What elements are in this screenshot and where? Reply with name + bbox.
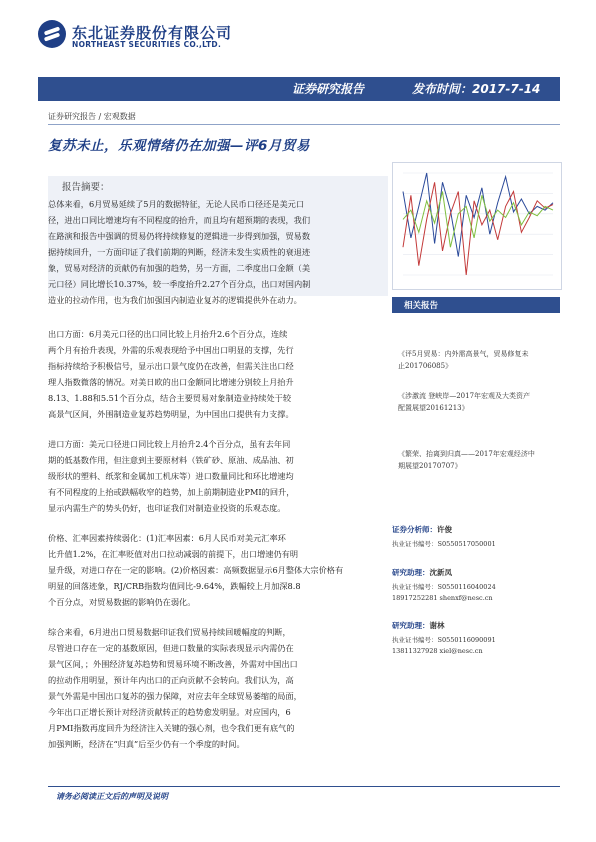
paragraph-line: 出口方面：6月美元口径的出口同比较上月抬升2.6个百分点，连续 [48,329,288,339]
summary-label: 报告摘要： [62,182,110,193]
paragraph-line: 两个月有抬升表现，外需的乐观表现给予中国出口明显的支撑，先行 [48,345,294,355]
paragraph-line: 明显的回落迹象，RJ/CRB指数均值同比-9.64%，跌幅较上月加深8.8 [48,581,301,591]
footer-disclaimer[interactable]: 请务必阅读正文后的声明及说明 [56,792,168,801]
related-reports-label: 相关报告 [404,301,439,311]
analyst-entry [392,560,560,602]
paragraph-line: 显示内需生产的势头仍好，也印证我们对制造业投资的乐观态度。 [48,503,286,513]
body-paragraph [48,624,388,752]
paragraph-line: 理人指数微落的情况。对美日欧的出口金额同比增速分别较上月抬升 [48,377,294,387]
related-report-line: 《涉激流 登峡岸—2017年宏观及大类资产 [398,392,531,400]
paragraph-line: 价格、汇率因素持续弱化：(1)汇率因素：6月人民币对美元汇率环 [48,533,286,543]
related-report-item[interactable] [398,448,548,472]
paragraph-line: 象，贸易对经济的贡献仍有加强的趋势，另一方面，二季度出口金额（美 [48,263,311,273]
analyst-name: 沈新凤 [429,568,452,577]
paragraph-line: 造业的拉动作用，也为我们加强国内制造业复苏的逻辑提供外在动力。 [48,295,302,305]
analyst-role: 研究助理： [392,621,430,630]
paragraph-line: 有不同程度的上抬或跌幅收窄的趋势，加上前期制造业PMI的回升， [48,487,295,497]
breadcrumb: 证券研究报告 / 宏观数据 [48,112,136,121]
analyst-entry [392,517,560,548]
related-report-line: 配置展望20161213》 [398,404,469,412]
paragraph-line: 8.13、1.88和5.51个百分点，结合主要贸易对象制造业持续处于较 [48,393,292,403]
paragraph-line: 景气外需是中国出口复苏的强力保障，对应去年全球贸易萎缩的局面， [48,691,302,701]
paragraph-line: 高景气区间，外围制造业复苏趋势明显，为中国出口提供有力支撑。 [48,409,294,419]
paragraph-line: 总体来看，6月贸易延续了5月的数据特征，无论人民币口径还是美元口 [48,199,305,209]
paragraph-line: 元口径）同比增长10.37%，较一季度抬升2.27个百分点，出口对国内制 [48,279,311,289]
paragraph-line: 景气区间，；外围经济复苏趋势和贸易环境不断改善，外需对中国出口 [48,659,298,669]
paragraph-line: 的拉动作用明显，预计年内出口的正向贡献不会转向。我们认为，高 [48,675,294,685]
analyst-contact: 13811327928 xiel@nesc.cn [392,647,483,655]
body-paragraph [48,530,388,610]
company-name-cn: 东北证券股份有限公司 [72,24,233,42]
analyst-name: 谢林 [429,621,445,630]
related-report-line: 期展望20170707》 [398,462,462,470]
analyst-contact: 18917252281 shenxf@nesc.cn [392,594,493,602]
paragraph-line: 期的低基数作用，但注意到主要原材料（铁矿砂、原油、成品油、初 [48,455,294,465]
analyst-contact: 执业证书编号：S0550116040024 [392,583,496,591]
chart-series-line [403,192,553,248]
body-paragraph [48,326,388,422]
related-report-line: 止201706085》 [398,362,453,370]
paragraph-line: 在路演和报告中强调的贸易仍将持续修复的逻辑进一步得到加强，贸易数 [48,231,311,241]
analyst-contact: 执业证书编号：S0550116090091 [392,636,496,644]
analyst-role: 证券分析师： [392,525,437,534]
trade-chart [392,162,562,290]
footer-divider [48,786,560,787]
company-name-en: NORTHEAST SECURITIES CO.,LTD. [72,40,222,49]
paragraph-line: 综合来看，6月进出口贸易数据印证我们贸易持续回暖幅度的判断， [48,627,291,637]
paragraph-line: 个百分点，对贸易数据的影响仍在弱化。 [48,597,196,607]
analyst-name: 许俊 [437,525,452,534]
paragraph-line: 径，进出口同比增速均有不同程度的抬升，而且均有超预期的表现，我们 [48,215,311,225]
report-type: 证券研究报告 [292,82,365,96]
publish-date: 发布时间：2017-7-14 [412,82,541,96]
analyst-role: 研究助理： [392,568,430,577]
body-paragraph [48,196,388,308]
paragraph-line: 月PMI指数再度回升为经济注入关键的强心剂，也令我们更有底气的 [48,723,295,733]
paragraph-line: 进口方面：美元口径进口同比较上月抬升2.4个百分点，虽有去年同 [48,439,291,449]
paragraph-line: 比升值1.2%，在汇率贬值对出口拉动减弱的前提下，出口增速仍有明 [48,549,299,559]
paragraph-line: 加强判断，经济在“归真”后至少仍有一个季度的时间。 [48,739,245,749]
analyst-entry [392,613,560,655]
related-report-line: 《评5月贸易：内外需高景气，贸易修复未 [398,350,529,358]
chart-series-line [403,182,553,275]
paragraph-line: 据持续回升，一方面印证了我们前期的判断，经济未发生实质性的衰退迹 [48,247,311,257]
divider [48,124,560,125]
related-report-item[interactable] [398,348,548,372]
trade-chart-svg [393,163,561,289]
company-logo-icon [38,20,66,48]
paragraph-line: 今年出口正增长预计对经济贡献转正的趋势愈发明显。对应国内，6 [48,707,291,717]
related-report-line: 《繁荣、抬离到归真——2017年宏观经济中 [398,450,535,458]
paragraph-line: 显升级，对进口存在一定的影响。(2)价格因素：高频数据显示6月整体大宗价格有 [48,565,344,575]
analyst-contact: 执业证书编号：S0550517050001 [392,540,496,548]
body-paragraph [48,436,388,516]
paragraph-line: 级形状的塑料、纸浆和金属加工机床等）进口数量同比和环比增速均 [48,471,294,481]
page-title: 复苏未止，乐观情绪仍在加强—评6月贸易 [48,138,310,154]
related-report-item[interactable] [398,390,548,414]
paragraph-line: 尽管进口存在一定的基数原因，但进口数量的实际表现显示内需仍在 [48,643,294,653]
paragraph-line: 指标持续给予积极信号，显示出口景气度仍在改善，但需关注出口经 [48,361,294,371]
